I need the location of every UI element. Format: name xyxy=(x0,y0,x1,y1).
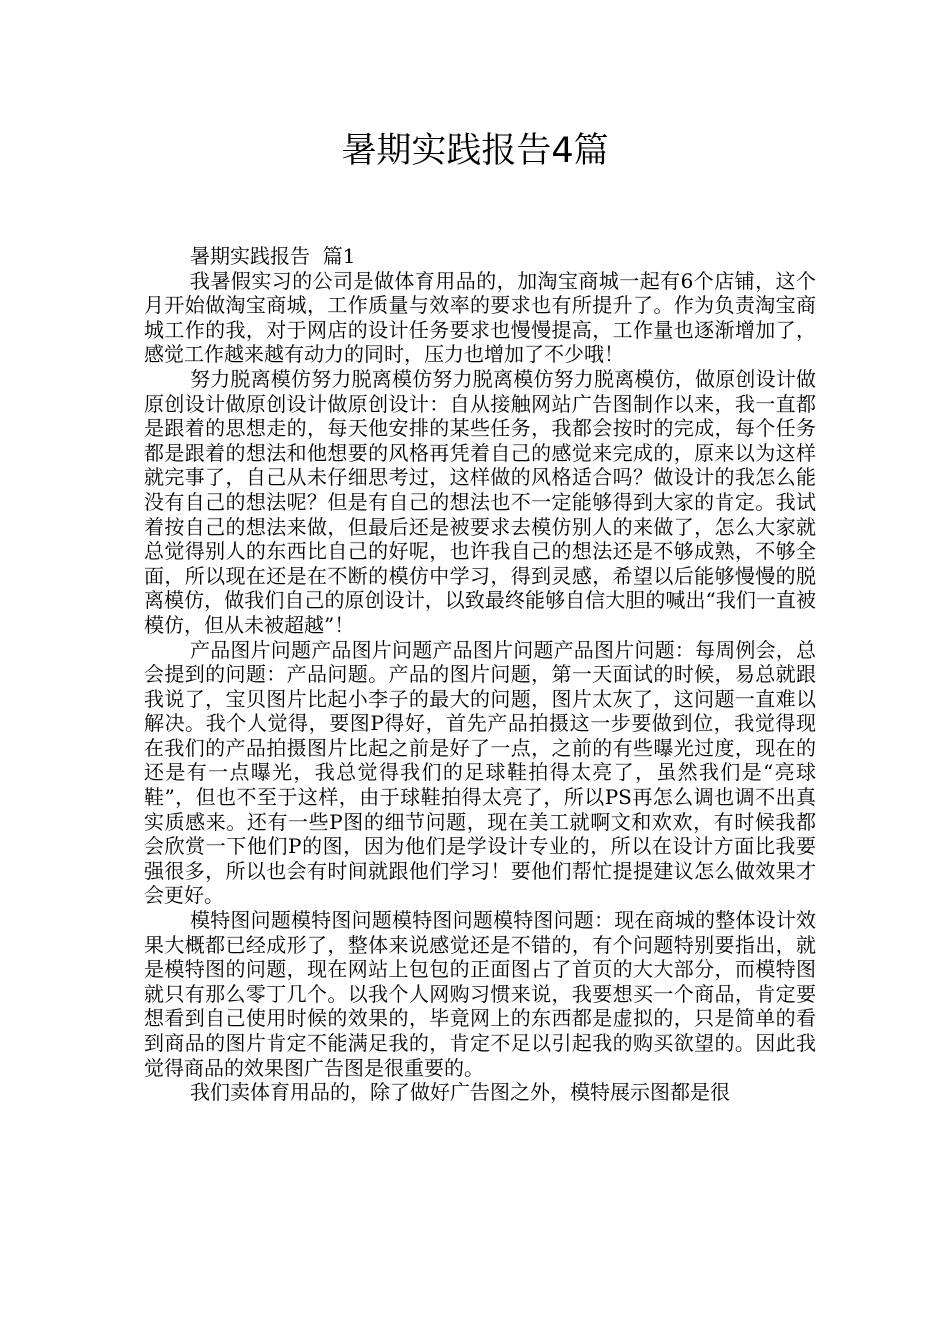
paragraph-4: 模特图问题模特图问题模特图问题模特图问题：现在商城的整体设计效果大概都已经成形了，整体来说感觉还是不错的，有个问题特别要指出，就是模特图的问题，现在网站上包包的正面图占了首页的大大部分，而模特图就只有那么零丁几个。以我个人网购习惯来说，我要想买一个商品，肯定要想看到自己使用时候的效果的，毕竟网上的东西都是虚拟的，只是简单的看到商品的图片肯定不能满足我的，肯定不足以引起我的购买欲望的。因此我觉得商品的效果图广告图是很重要的。 xyxy=(144,908,816,1080)
paragraph-3: 产品图片问题产品图片问题产品图片问题产品图片问题：每周例会，总会提到的问题：产品问题。产品的图片问题，第一天面试的时候，易总就跟我说了，宝贝图片比起小李子的最大的问题，图片太灰了，这问题一直难以解决。我个人觉得，要图P得好，首先产品拍摄这一步要做到位，我觉得现在我们的产品拍摄图片比起之前是好了一点，之前的有些曝光过度，现在的还是有一点曝光，我总觉得我们的足球鞋拍得太亮了，虽然我们是“亮球鞋”，但也不至于这样，由于球鞋拍得太亮了，所以PS再怎么调也调不出真实质感来。还有一些P图的细节问题，现在美工就啊文和欢欢，有时候我都会欣赏一下他们P的图，因为他们是学设计专业的，所以在设计方面比我要强很多，所以也会有时间就跟他们学习！要他们帮忙提提建议怎么做效果才会更好。 xyxy=(144,637,816,908)
paragraph-5: 我们卖体育用品的，除了做好广告图之外，模特展示图都是很 xyxy=(190,1080,730,1105)
document-body xyxy=(144,244,816,1105)
paragraph-2: 努力脱离模仿努力脱离模仿努力脱离模仿努力脱离模仿，做原创设计做原创设计做原创设计做原创设计：自从接触网站广告图制作以来，我一直都是跟着的思想走的，每天他安排的某些任务，我都会按时的完成，每个任务都是跟着的想法和他想要的风格再凭着自己的感觉来完成的，原来以为这样就完事了，自己从未仔细思考过，这样做的风格适合吗？做设计的我怎么能没有自己的想法呢？但是有自己的想法也不一定能够得到大家的肯定。我试着按自己的想法来做，但最后还是被要求去模仿别人的来做了，怎么大家就总觉得别人的东西比自己的好呢，也许我自己的想法还是不够成熟，不够全面，所以现在还是在不断的模仿中学习，得到灵感，希望以后能够慢慢的脱离模仿，做我们自己的原创设计，以致最终能够自信大胆的喊出“我们一直被模仿，但从未被超越”！ xyxy=(144,366,816,637)
paragraph-1: 我暑假实习的公司是做体育用品的，加淘宝商城一起有6个店铺，这个月开始做淘宝商城，工作质量与效率的要求也有所提升了。作为负责淘宝商城工作的我，对于网店的设计任务要求也慢慢提高，工作量也逐渐增加了，感觉工作越来越有动力的同时，压力也增加了不少哦！ xyxy=(144,268,816,367)
section-heading: 暑期实践报告 篇1 xyxy=(190,244,356,268)
document-title: 暑期实践报告4篇 xyxy=(341,131,609,171)
